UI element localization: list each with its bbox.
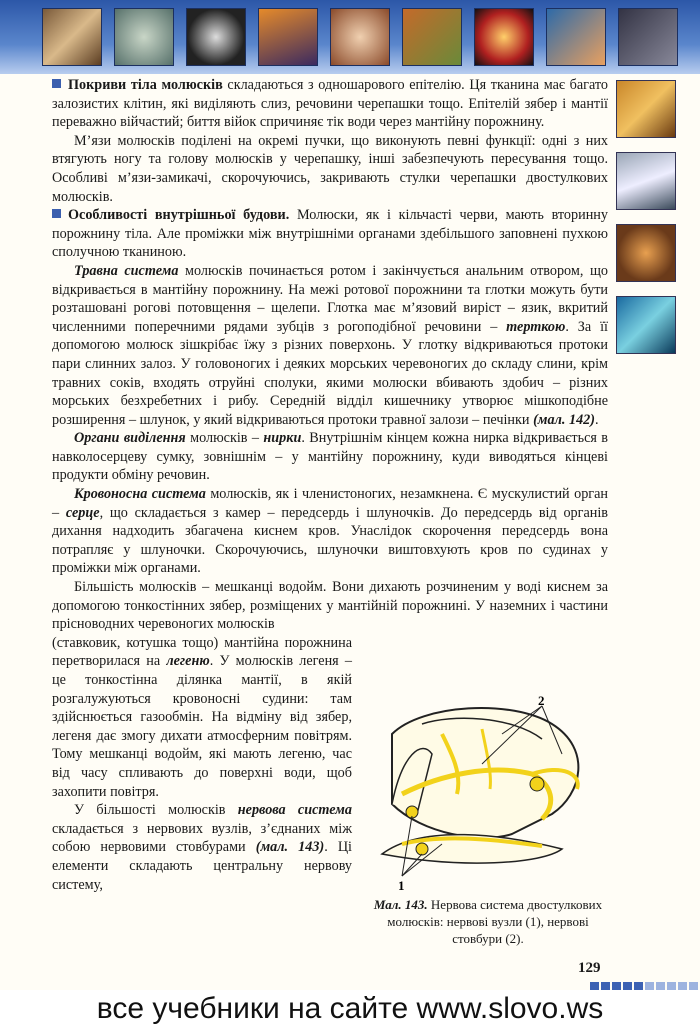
page-number-decoration <box>590 982 698 990</box>
paragraph-digestive: Травна система молюсків починається ротом і закінчується анальним отвором, що відкривається в мантійну порожнину. На межі ротової порожнини та глотки можуть бути розташовані рогові потовщення – щелепи. Глотка має м’язовий вирiст – язик, вкритий численними поперечними рядами зубців з рогоподібної речовини – терткою. За її допомогою молюск зішкрібає їжу з різних поверхонь. У глотку відкриваються протоки пари слинних залоз. У головоногих і деяких морських черевоногих до складу слини, крім травних соків, входять отруйні сполуки, якими молюски вбивають здобич – різних морських безхребетних і рибу. Середній відділ кишечнику утворює мішкоподібне розширення – шлунок, у який відкриваються протоки травної залози – печінки (мал. 142). <box>52 262 608 428</box>
paragraph-circulatory: Кровоносна система молюсків, як і членистоногих, незамкнена. Є мускулистий орган – серце, що складається з камер – передсердь і шлуночків. До передсердь від органів дихання надходить збагачена киснем кров. Унаслідок скорочення передсердь вона потрапляє у шлуночки. Скорочуючись, шлуночки виштовхують кров по судинах у проміжки між органами. <box>52 486 609 577</box>
figure-label-2: 2 <box>538 694 545 708</box>
page-number: 129 <box>578 960 601 976</box>
section-bullet-icon <box>52 209 61 218</box>
narrow-column <box>52 634 352 894</box>
paragraph-muscles: М’язи молюсків поділені на окремі пучки, що виконують певні функції: одні з них втягують ногу та голову молюсків у черепашку, інші забезпечують пересування тощо. Особливі м’язи-замикачі, скорочуючись, закривають стулки черепашки двостулкових молюсків. <box>52 132 608 205</box>
butterfly-photo <box>402 8 462 66</box>
bird-photo <box>616 152 676 210</box>
underwater-photo <box>616 296 676 354</box>
paragraph-excretory: Органи виділення молюсків – нирки. Внутрішнім кінцем кожна нирка відкривається в навколосерцеву сумку, зовнішнім – у мантійну порожнину, куди виводяться кінцеві продукти обміну речовин. <box>52 430 608 484</box>
paragraph-nervous: У більшості молюсків нервова система складається з нервових вузлів, з’єднаних між собою нервовими стовбурами (мал. 143). Ці елементи складають центральну нервову систему, <box>52 802 352 893</box>
starfish-photo <box>474 8 534 66</box>
figure-caption: Мал. 143. Нервова система двостулкових молюсків: нервові вузли (1), нервові стовбури (2). <box>373 897 603 946</box>
footer-watermark-text: все учебники на сайте www.slovo.ws <box>0 990 700 1028</box>
bivalve-nervous-system-figure <box>362 694 612 894</box>
worm-photo <box>616 80 676 138</box>
paragraph-lung: (ставковик, котушка тощо) мантійна порожнина перетворилася на легеню. У молюсків легеня – це тонкостінна ділянка мантії, в якій розгалужуються кровоносні судини: там здійснюється газообмін. На відміну від зябер, легеня дає змогу дихати атмосферним повітрям. Тому мешканці водойм, які мають легеню, час від часу спливають до поверхні води, щоб захопити повітря. <box>52 634 352 800</box>
radiolarian-photo <box>186 8 246 66</box>
section-bullet-icon <box>52 79 61 88</box>
figure-label-1: 1 <box>398 878 405 893</box>
snail-photo <box>42 8 102 66</box>
fish-photo <box>546 8 606 66</box>
tiger-photo <box>616 224 676 282</box>
protozoa-photo <box>114 8 174 66</box>
paragraph-integument: Покриви тіла молюсків складаються з одношарового епітелію. Ця тканина має багато залозистих клітин, які виділяють слиз, речовини черепашки тощо. Епітелій зябер і мантії переважно війчастий; биття війок спричиняє тік води через мантійну порожнину. <box>52 77 608 131</box>
sea-anemone-photo <box>330 8 390 66</box>
paragraph-internal-structure: Особливості внутрішньої будови. Молюски, як і кільчасті черви, мають вторинну порожнину тіла. Але проміжки між внутрішніми органами здебільшого заповнені пухкою сполучною тканиною. <box>52 207 608 261</box>
coral-photo <box>258 8 318 66</box>
paragraph-respiration: Більшість молюсків – мешканці водойм. Вони дихають розчиненим у воді киснем за допомогою тонкостінних зябер, розміщених у мантійній порожнині. У наземних і частини прісноводних черевоногих молюсків <box>52 579 608 633</box>
top-image-strip <box>0 0 700 74</box>
reptile-photo <box>618 8 678 66</box>
